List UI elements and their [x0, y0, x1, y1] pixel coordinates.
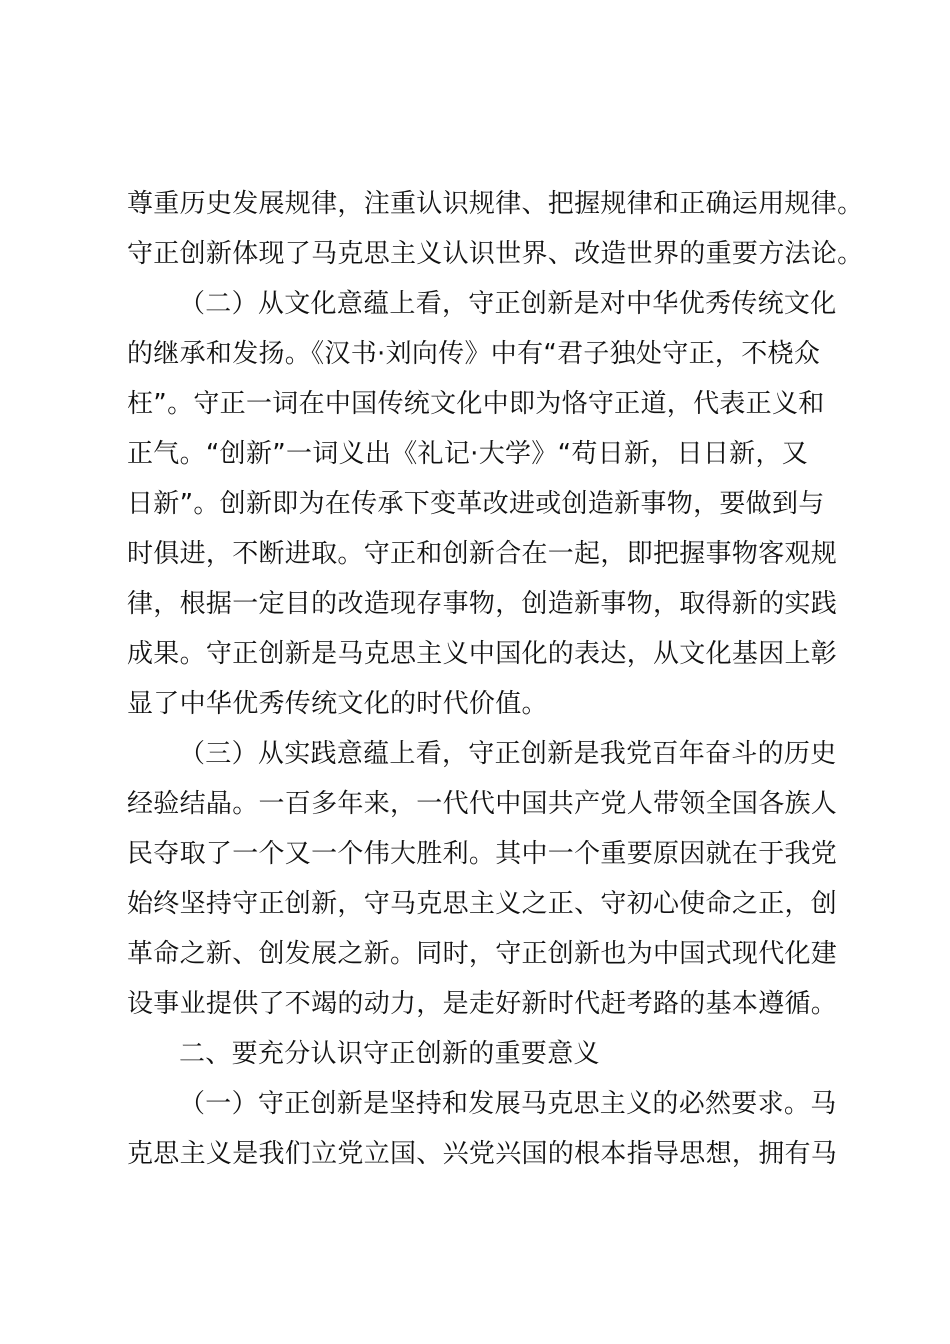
paragraph-start-line: （一）守正创新是坚持和发展马克思主义的必然要求。马 — [179, 1089, 837, 1119]
text-line: 民夺取了一个又一个伟大胜利。其中一个重要原因就在于我党 — [127, 839, 838, 869]
text-line: 经验结晶。一百多年来，一代代中国共产党人带领全国各族人 — [127, 789, 838, 819]
text-line: 时俱进，不断进取。守正和创新合在一起，即把握事物客观规 — [127, 539, 838, 569]
text-line: 枉”。守正一词在中国传统文化中即为恪守正道，代表正义和 — [127, 389, 825, 419]
document-body — [127, 179, 864, 1179]
text-line: 尊重历史发展规律，注重认识规律、把握规律和正确运用规律。 — [127, 189, 864, 219]
text-line: 守正创新体现了马克思主义认识世界、改造世界的重要方法论。 — [127, 239, 864, 269]
section-heading: 二、要充分认识守正创新的重要意义 — [179, 1039, 600, 1069]
text-line: 显了中华优秀传统文化的时代价值。 — [127, 689, 548, 719]
text-line: 克思主义是我们立党立国、兴党兴国的根本指导思想，拥有马 — [127, 1139, 838, 1169]
text-line: 设事业提供了不竭的动力，是走好新时代赶考路的基本遵循。 — [127, 989, 838, 1019]
text-line: 革命之新、创发展之新。同时，守正创新也为中国式现代化建 — [127, 939, 838, 969]
text-line: 的继承和发扬。《汉书·刘向传》中有“君子独处守正，不桡众 — [127, 339, 821, 369]
text-line: 日新”。创新即为在传承下变革改进或创造新事物，要做到与 — [127, 489, 825, 519]
text-line: 律，根据一定目的改造现存事物，创造新事物，取得新的实践 — [127, 589, 838, 619]
paragraph-start-line: （三）从实践意蕴上看，守正创新是我党百年奋斗的历史 — [179, 739, 837, 769]
text-line: 成果。守正创新是马克思主义中国化的表达，从文化基因上彰 — [127, 639, 838, 669]
paragraph-start-line: （二）从文化意蕴上看，守正创新是对中华优秀传统文化 — [179, 289, 837, 319]
text-line: 正气。“创新”一词义出《礼记·大学》“苟日新，日日新，又 — [127, 439, 809, 469]
text-line: 始终坚持守正创新，守马克思主义之正、守初心使命之正，创 — [127, 889, 838, 919]
